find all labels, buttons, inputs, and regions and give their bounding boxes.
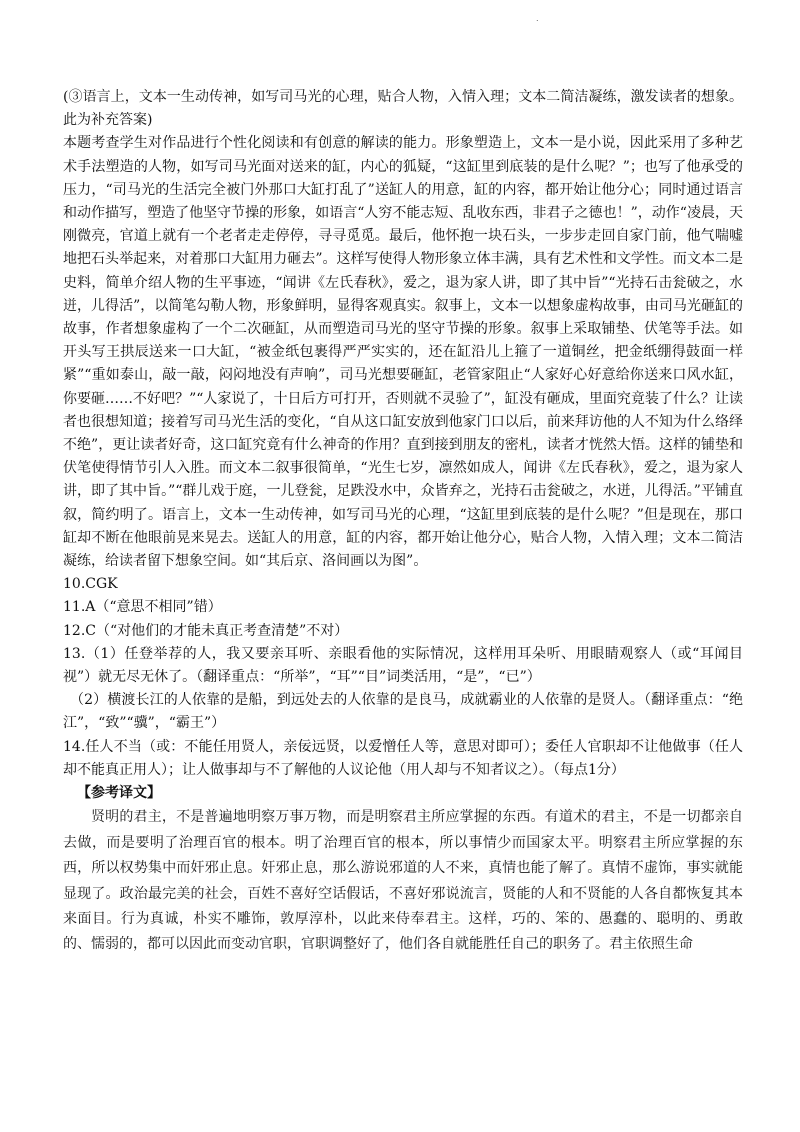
reference-translation-title: 【参考译文】 <box>77 785 161 802</box>
answer-11: 11.A（“意思不相同”错） <box>63 599 222 616</box>
analysis-paragraph: 本题考查学生对作品进行个性化阅读和有创意的解读的能力。形象塑造上，文本一是小说，因此采用了多种艺术手法塑造的人物，如写司马光面对送来的缸，内心的狐疑，“这缸里到底装的是什么呢？”；也写了他承受的压力，“司马光的生活完全被门外那口大缸打乱了”送缸人的用意，缸的内容，都开始让他分心；同时通过语言和动作描写，塑造了他坚守节操的形象，如语言“人穷不能志短、乱收东西，非君子之德也！”，动作“凌晨，天刚微亮，官道上就有一个老者走走停停，寻寻觅觅。最后，他怀抱一块石头，一步步走回自家门前，他气喘嘘地把石头举起来，对着那口大缸用力砸去”。这样写使得人物形象立体丰满，具有艺术性和文学性。而文本二是史料，简单介绍人物的生平事迹，“闻讲《左氏春秋》，爱之，退为家人讲，即了其中旨”“光持石击瓮破之，水迸，儿得活”，以简笔勾勒人物，形象鲜明，显得客观真实。叙事上，文本一以想象虚构故事，由司马光砸缸的故事，作者想象虚构了一个二次砸缸，从而塑造司马光的坚守节操的形象。叙事上采取铺垫、伏笔等手法。如开头写王拱辰送来一口大缸，“被金纸包裹得严严实实的，还在缸沿儿上箍了一道铜丝，把金纸绷得鼓面一样紧”“重如泰山，敲一敲，闷闷地没有声响”，司马光想要砸缸，老管家阻止“人家好心好意给你送来口风水缸，你要砸……不好吧？”“人家说了，十日后方可打开，否则就不灵验了”，缸没有砸成，里面究竟装了什么？让读者也很想知道；接着写司马光生活的变化，“自从这口缸安放到他家门口以后，前来拜访他的人不知为什么络绎不绝”，更让读者好奇，这口缸究竟有什么神奇的作用？直到接到朋友的密札，读者才恍然大悟。这样的铺垫和伏笔使得情节引人入胜。而文本二叙事很简单，“光生七岁，凛然如成人，闻讲《左氏春秋》，爱之，退为家人讲，即了其中旨。”“群儿戏于庭，一儿登瓮，足跌没水中，众皆弃之，光持石击瓮破之，水迸，儿得活。”平铺直叙，简约明了。语言上，文本一生动传神，如写司马光的心理，“这缸里到底装的是什么呢？”但是现在，那口缸却不断在他眼前晃来晃去。送缸人的用意，缸的内容，都开始让他分心，贴合人物，入情入理；文本二简洁凝练，给读者留下想象空间。如“其后京、洛间画以为图”。 <box>63 135 743 570</box>
answer-14: 14.任人不当（或：不能任用贤人，亲佞远贤，以爱憎任人等，意思对即可）；委任人官职却不让他做事（任人却不能真正用人）；让人做事却与不了解他的人议论他（用人却与不知者议之）。（每点1分） <box>63 738 743 778</box>
answer-content <box>63 86 743 958</box>
reference-translation-text: 贤明的君主，不是普遍地明察万事万物，而是明察君主所应掌握的东西。有道术的君主，不是一切都亲自去做，而是要明了治理百官的根本。明了治理百官的根本，所以事情少而国家太平。明察君主所应掌握的东西，所以权势集中而奸邪止息。奸邪止息，那么游说邪道的人不来，真情也能了解了。真情不虚饰，事实就能显现了。政治最完美的社会，百姓不喜好空话假话，不喜好邪说流言，贤能的人和不贤能的人各自都恢复其本来面目。行为真诚，朴实不雕饰，敦厚淳朴，以此来侍奉君主。这样，巧的、笨的、愚蠢的、聪明的、勇敢的、懦弱的，都可以因此而变动官职，官职调整好了，他们各自就能胜任自己的职务了。君主依照生命 <box>63 809 743 953</box>
supplement-answer-paragraph: (③语言上，文本一生动传神，如写司马光的心理，贴合人物，入情入理；文本二简洁凝练，激发读者的想象。此为补充答案) <box>63 89 743 129</box>
header-mark: . <box>536 14 539 23</box>
answer-12: 12.C（“对他们的才能未真正考查清楚”不对） <box>63 622 349 639</box>
answer-13-part1: 13.（1）任登举荐的人，我又要亲耳听、亲眼看他的实际情况，这样用耳朵听、用眼睛观察人（或“耳闻目视”）就无尽无休了。（翻译重点：“所举”，“耳”“目”词类活用，“是”，“已”） <box>63 645 743 686</box>
answer-13-part2: （2）横渡长江的人依靠的是船，到远处去的人依靠的是良马，成就霸业的人依靠的是贤人。（翻译重点：“绝江”，“致”“骥”，“霸王”） <box>63 692 743 732</box>
answer-10: 10.CGK <box>63 576 118 593</box>
